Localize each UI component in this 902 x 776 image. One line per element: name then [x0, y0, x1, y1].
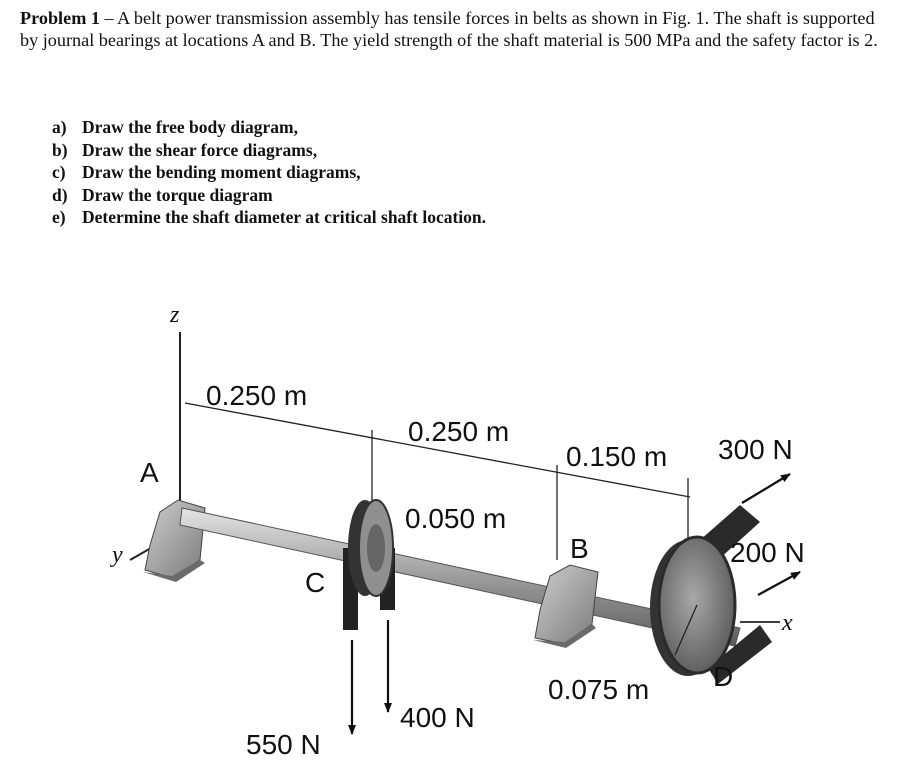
- task-item: d) Draw the torque diagram: [52, 184, 273, 205]
- point-c-label: C: [305, 567, 326, 598]
- x-axis-label: x: [782, 610, 793, 636]
- task-item: c) Draw the bending moment diagrams,: [52, 162, 361, 183]
- task-item: a) Draw the free body diagram,: [52, 117, 298, 137]
- problem-text: – A belt power transmission assembly has tensile forces in belts as shown in Fig. 1. The shaft is supported by journal bearings at locations A and B. The yield strength of the shaft material is 500 MPa and the safety factor is 2.: [20, 8, 878, 50]
- pulley-c: [348, 500, 393, 596]
- task-item: e) Determine the shaft diameter at critical shaft location.: [52, 207, 487, 228]
- pulley-d: [650, 537, 735, 676]
- dim-ac-label: 0.250 m: [206, 380, 308, 411]
- force-d-upper-label: 300 N: [718, 434, 793, 465]
- force-d-lower-arrow: [758, 572, 800, 595]
- task-item: b) Draw the shear force diagrams,: [52, 139, 318, 160]
- problem-heading: Problem 1: [20, 8, 100, 28]
- force-c-right-label: 400 N: [400, 702, 475, 733]
- radius-c-label: 0.050 m: [405, 503, 507, 534]
- point-b-label: B: [570, 533, 589, 564]
- point-d-label: D: [713, 661, 734, 692]
- z-axis-label: z: [170, 302, 180, 328]
- force-c-left-label: 550 N: [246, 729, 321, 760]
- dim-cb-label: 0.250 m: [408, 416, 510, 447]
- radius-d-label: 0.075 m: [548, 674, 650, 705]
- force-d-lower-label: 200 N: [730, 537, 805, 568]
- y-axis-label: y: [112, 542, 123, 568]
- point-a-label: A: [140, 457, 159, 488]
- force-d-upper-arrow: [742, 474, 790, 503]
- dim-bd-label: 0.150 m: [566, 441, 668, 472]
- bearing-b: [533, 565, 598, 648]
